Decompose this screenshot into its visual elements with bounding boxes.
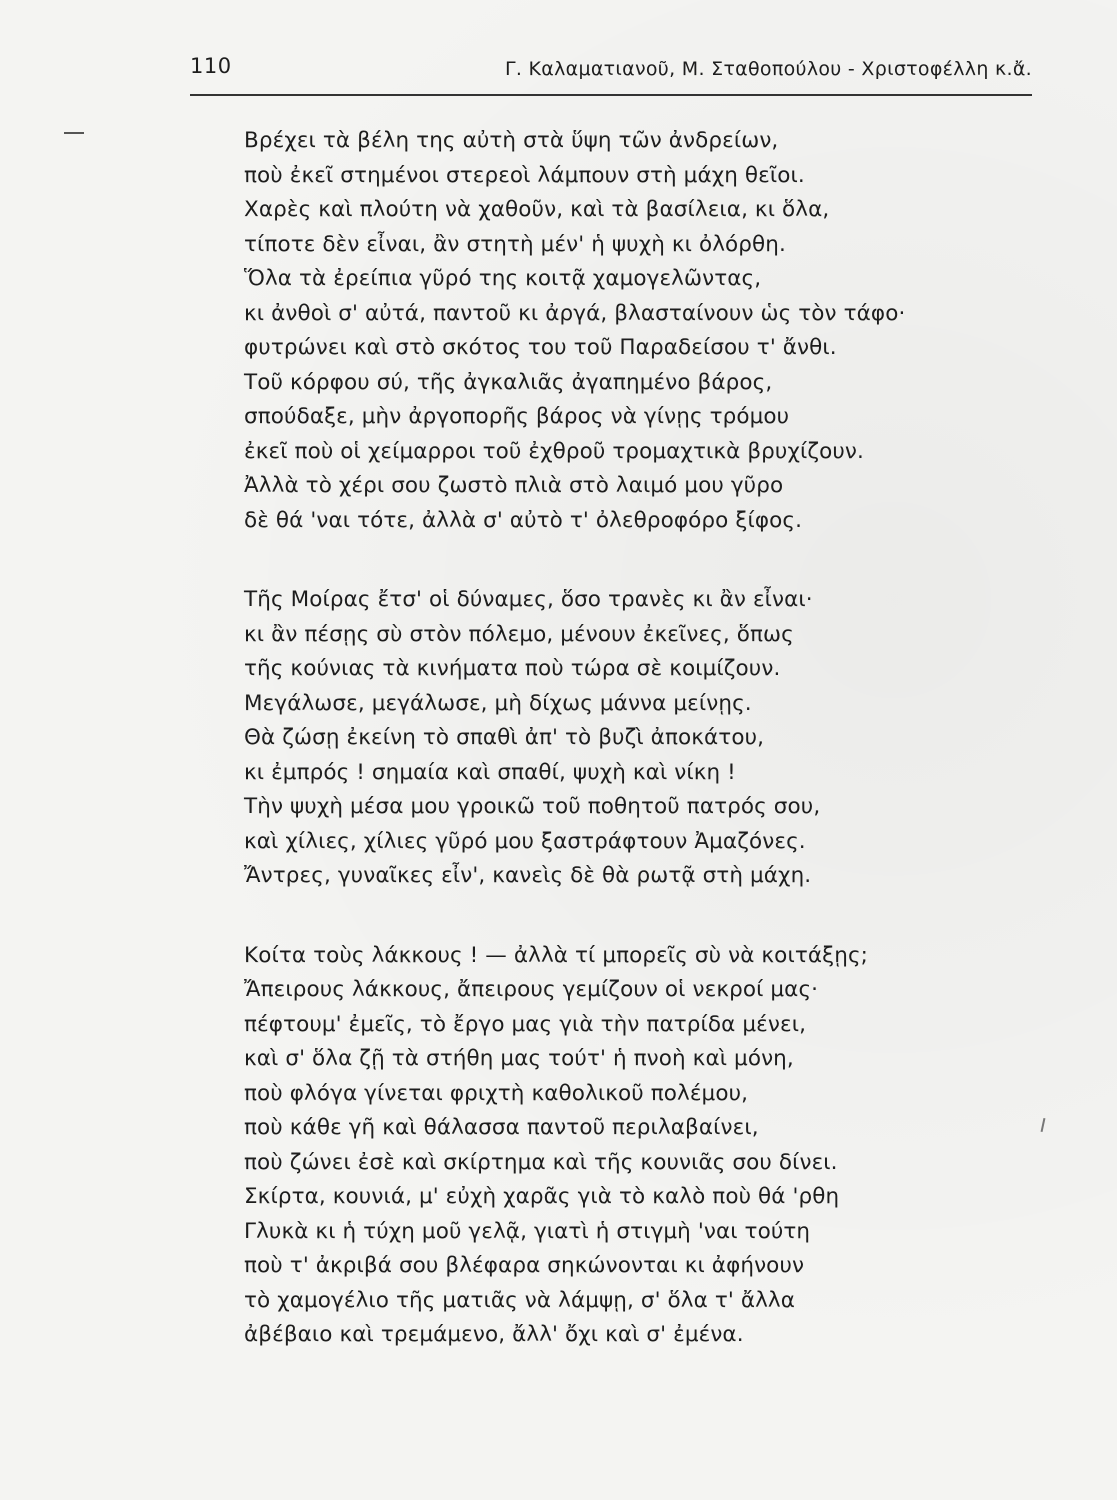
poem-line: δὲ θά 'ναι τότε, ἀλλὰ σ' αὐτὸ τ' ὀλεθροφόρο ξίφος. xyxy=(244,507,803,533)
poem-line: κι ἀνθοὶ σ' αὐτά, παντοῦ κι ἀργά, βλασταίνουν ὡς τὸν τάφο· xyxy=(244,300,906,326)
running-head: Γ. Καλαματιανοῦ, Μ. Σταθοπούλου - Χριστοφέλλη κ.ἄ. xyxy=(504,58,1032,80)
page-header xyxy=(190,54,1032,88)
poem-line: πέφτουμ' ἐμεῖς, τὸ ἔργο μας γιὰ τὴν πατρίδα μένει, xyxy=(244,1011,807,1037)
poem-line: φυτρώνει καὶ στὸ σκότος του τοῦ Παραδείσου τ' ἄνθι. xyxy=(244,335,837,360)
margin-dash xyxy=(64,132,84,134)
poem-line: καὶ χίλιες, χίλιες γῦρό μου ξαστράφτουν Ἀμαζόνες. xyxy=(244,828,806,854)
header-rule xyxy=(190,94,1032,96)
stray-mark xyxy=(1041,1118,1046,1132)
poem-line: Ἄπειρους λάκκους, ἄπειρους γεμίζουν οἱ νεκροί μας· xyxy=(244,977,819,1002)
poem-line: ποὺ φλόγα γίνεται φριχτὴ καθολικοῦ πολέμου, xyxy=(244,1080,749,1106)
poem-line: ἐκεῖ ποὺ οἱ χείμαρροι τοῦ ἐχθροῦ τρομαχτικὰ βρυχίζουν. xyxy=(244,438,864,464)
stanza-1 xyxy=(244,124,1034,538)
poem-line: Σκίρτα, κουνιά, μ' εὐχὴ χαρᾶς γιὰ τὸ καλὸ ποὺ θά 'ρθη xyxy=(244,1184,840,1209)
poem xyxy=(244,124,1034,1353)
stanza-3 xyxy=(244,939,1034,1353)
poem-line: Γλυκὰ κι ἡ τύχη μοῦ γελᾷ, γιατὶ ἡ στιγμὴ 'ναι τούτη xyxy=(244,1218,811,1244)
poem-line: Τοῦ κόρφου σύ, τῆς ἀγκαλιᾶς ἀγαπημένο βάρος, xyxy=(244,369,773,395)
poem-line: Βρέχει τὰ βέλη της αὐτὴ στὰ ὕψη τῶν ἀνδρείων, xyxy=(244,128,779,153)
poem-line: τῆς κούνιας τὰ κινήματα ποὺ τώρα σὲ κοιμίζουν. xyxy=(244,656,781,681)
poem-line: Κοίτα τοὺς λάκκους ! — ἀλλὰ τί μπορεῖς σὺ νὰ κοιτάξῃς; xyxy=(244,942,869,968)
poem-line: Μεγάλωσε, μεγάλωσε, μὴ δίχως μάννα μείνῃς. xyxy=(244,690,752,716)
poem-line: σπούδαξε, μὴν ἀργοπορῆς βάρος νὰ γίνῃς τρόμου xyxy=(244,404,790,429)
poem-line: τίποτε δὲν εἶναι, ἂν στητὴ μέν' ἡ ψυχὴ κι ὀλόρθη. xyxy=(244,231,786,257)
poem-line: τὸ χαμογέλιο τῆς ματιᾶς νὰ λάμψῃ, σ' ὅλα τ' ἄλλα xyxy=(244,1287,796,1313)
stanza-2 xyxy=(244,583,1034,894)
poem-line: Τὴν ψυχὴ μέσα μου γροικῶ τοῦ ποθητοῦ πατρός σου, xyxy=(244,794,821,819)
poem-line: ποὺ τ' ἀκριβά σου βλέφαρα σηκώνονται κι ἀφήνουν xyxy=(244,1253,805,1278)
poem-line: ποὺ ἐκεῖ στημένοι στερεοὶ λάμπουν στὴ μάχη θεῖοι. xyxy=(244,162,805,188)
poem-line: Τῆς Μοίρας ἔτσ' οἱ δύναμες, ὅσο τρανὲς κι ἂν εἶναι· xyxy=(244,587,813,612)
poem-line: Θὰ ζώσῃ ἐκείνη τὸ σπαθὶ ἀπ' τὸ βυζὶ ἀποκάτου, xyxy=(244,725,765,750)
poem-line: Χαρὲς καὶ πλούτη νὰ χαθοῦν, καὶ τὰ βασίλεια, κι ὅλα, xyxy=(244,197,830,222)
page-number: 110 xyxy=(190,54,232,78)
poem-line: καὶ σ' ὅλα ζῇ τὰ στήθη μας τούτ' ἡ πνοὴ καὶ μόνη, xyxy=(244,1046,794,1071)
poem-line: Ἀλλὰ τὸ χέρι σου ζωστὸ πλιὰ στὸ λαιμό μου γῦρο xyxy=(244,473,784,498)
poem-line: Ὅλα τὰ ἐρείπια γῦρό της κοιτᾷ χαμογελῶντας, xyxy=(244,266,762,291)
poem-line: ποὺ ζώνει ἐσὲ καὶ σκίρτημα καὶ τῆς κουνιᾶς σου δίνει. xyxy=(244,1149,838,1175)
poem-line: Ἄντρες, γυναῖκες εἶν', κανεὶς δὲ θὰ ρωτᾷ στὴ μάχη. xyxy=(244,863,812,888)
poem-line: ἀβέβαιο καὶ τρεμάμενο, ἄλλ' ὄχι καὶ σ' ἐμένα. xyxy=(244,1322,744,1347)
poem-line: κι ἐμπρός ! σημαία καὶ σπαθί, ψυχὴ καὶ νίκη ! xyxy=(244,759,736,785)
poem-line: ποὺ κάθε γῆ καὶ θάλασσα παντοῦ περιλαβαίνει, xyxy=(244,1115,759,1140)
poem-line: κι ἂν πέσῃς σὺ στὸν πόλεμο, μένουν ἐκεῖνες, ὅπως xyxy=(244,621,794,647)
